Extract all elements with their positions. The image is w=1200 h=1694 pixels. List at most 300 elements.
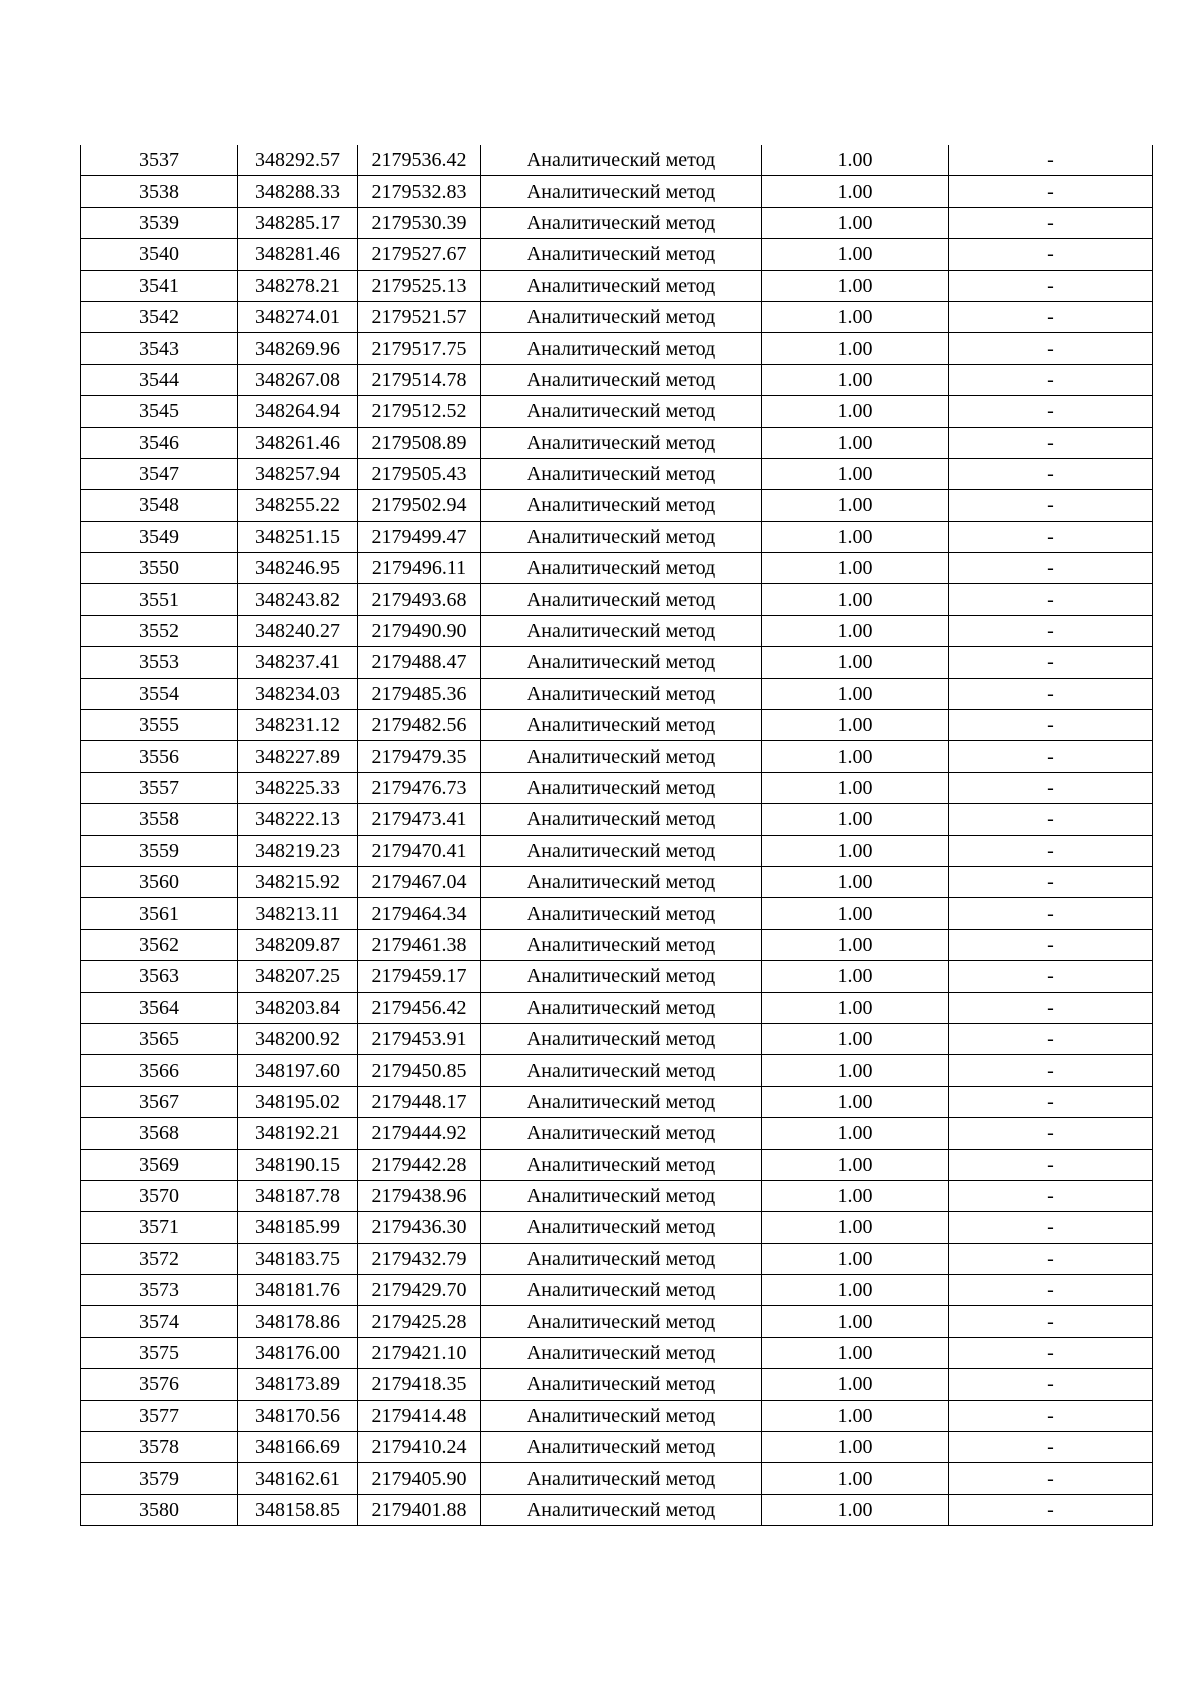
accuracy-cell: 1.00 xyxy=(762,1337,949,1368)
method-cell: Аналитический метод xyxy=(481,898,762,929)
coord-x-cell: 348200.92 xyxy=(238,1023,358,1054)
coord-x-cell: 348166.69 xyxy=(238,1432,358,1463)
note-cell: - xyxy=(949,929,1153,960)
table-row xyxy=(81,1086,1153,1117)
method-cell: Аналитический метод xyxy=(481,1306,762,1337)
table-row xyxy=(81,741,1153,772)
coord-x-cell: 348197.60 xyxy=(238,1055,358,1086)
method-cell: Аналитический метод xyxy=(481,427,762,458)
coord-x-cell: 348237.41 xyxy=(238,647,358,678)
accuracy-cell: 1.00 xyxy=(762,1432,949,1463)
point-number-cell: 3569 xyxy=(81,1149,238,1180)
accuracy-cell: 1.00 xyxy=(762,1306,949,1337)
accuracy-cell: 1.00 xyxy=(762,1400,949,1431)
note-cell: - xyxy=(949,427,1153,458)
method-cell: Аналитический метод xyxy=(481,490,762,521)
table-row xyxy=(81,1118,1153,1149)
note-cell: - xyxy=(949,772,1153,803)
accuracy-cell: 1.00 xyxy=(762,176,949,207)
table-row xyxy=(81,490,1153,521)
accuracy-cell: 1.00 xyxy=(762,1463,949,1494)
method-cell: Аналитический метод xyxy=(481,1023,762,1054)
point-number-cell: 3577 xyxy=(81,1400,238,1431)
note-cell: - xyxy=(949,866,1153,897)
table-row xyxy=(81,804,1153,835)
coord-y-cell: 2179425.28 xyxy=(358,1306,481,1337)
accuracy-cell: 1.00 xyxy=(762,615,949,646)
coord-x-cell: 348255.22 xyxy=(238,490,358,521)
note-cell: - xyxy=(949,615,1153,646)
note-cell: - xyxy=(949,239,1153,270)
coord-x-cell: 348281.46 xyxy=(238,239,358,270)
accuracy-cell: 1.00 xyxy=(762,427,949,458)
coord-x-cell: 348251.15 xyxy=(238,521,358,552)
table-row xyxy=(81,1055,1153,1086)
table-row xyxy=(81,584,1153,615)
point-number-cell: 3572 xyxy=(81,1243,238,1274)
accuracy-cell: 1.00 xyxy=(762,678,949,709)
method-cell: Аналитический метод xyxy=(481,1243,762,1274)
coord-x-cell: 348215.92 xyxy=(238,866,358,897)
point-number-cell: 3549 xyxy=(81,521,238,552)
method-cell: Аналитический метод xyxy=(481,584,762,615)
coord-y-cell: 2179461.38 xyxy=(358,929,481,960)
coord-y-cell: 2179532.83 xyxy=(358,176,481,207)
point-number-cell: 3578 xyxy=(81,1432,238,1463)
method-cell: Аналитический метод xyxy=(481,1055,762,1086)
accuracy-cell: 1.00 xyxy=(762,270,949,301)
note-cell: - xyxy=(949,333,1153,364)
table-row xyxy=(81,615,1153,646)
table-row xyxy=(81,710,1153,741)
method-cell: Аналитический метод xyxy=(481,992,762,1023)
table-row xyxy=(81,1494,1153,1525)
coord-x-cell: 348231.12 xyxy=(238,710,358,741)
coord-x-cell: 348225.33 xyxy=(238,772,358,803)
coord-x-cell: 348183.75 xyxy=(238,1243,358,1274)
coord-y-cell: 2179410.24 xyxy=(358,1432,481,1463)
table-row xyxy=(81,521,1153,552)
accuracy-cell: 1.00 xyxy=(762,207,949,238)
point-number-cell: 3546 xyxy=(81,427,238,458)
accuracy-cell: 1.00 xyxy=(762,1055,949,1086)
accuracy-cell: 1.00 xyxy=(762,145,949,176)
coord-y-cell: 2179496.11 xyxy=(358,553,481,584)
point-number-cell: 3562 xyxy=(81,929,238,960)
table-row xyxy=(81,1212,1153,1243)
table-row xyxy=(81,427,1153,458)
accuracy-cell: 1.00 xyxy=(762,301,949,332)
point-number-cell: 3537 xyxy=(81,145,238,176)
coord-y-cell: 2179512.52 xyxy=(358,396,481,427)
note-cell: - xyxy=(949,678,1153,709)
table-row xyxy=(81,1369,1153,1400)
accuracy-cell: 1.00 xyxy=(762,710,949,741)
accuracy-cell: 1.00 xyxy=(762,929,949,960)
method-cell: Аналитический метод xyxy=(481,678,762,709)
table-row xyxy=(81,176,1153,207)
coord-x-cell: 348209.87 xyxy=(238,929,358,960)
coord-x-cell: 348285.17 xyxy=(238,207,358,238)
coord-y-cell: 2179476.73 xyxy=(358,772,481,803)
point-number-cell: 3547 xyxy=(81,458,238,489)
table-row xyxy=(81,1180,1153,1211)
coord-y-cell: 2179482.56 xyxy=(358,710,481,741)
point-number-cell: 3551 xyxy=(81,584,238,615)
coord-x-cell: 348269.96 xyxy=(238,333,358,364)
method-cell: Аналитический метод xyxy=(481,301,762,332)
accuracy-cell: 1.00 xyxy=(762,553,949,584)
coord-y-cell: 2179453.91 xyxy=(358,1023,481,1054)
coord-y-cell: 2179525.13 xyxy=(358,270,481,301)
coord-y-cell: 2179414.48 xyxy=(358,1400,481,1431)
accuracy-cell: 1.00 xyxy=(762,992,949,1023)
coord-x-cell: 348246.95 xyxy=(238,553,358,584)
point-number-cell: 3544 xyxy=(81,364,238,395)
coord-x-cell: 348257.94 xyxy=(238,458,358,489)
table-row xyxy=(81,333,1153,364)
point-number-cell: 3555 xyxy=(81,710,238,741)
coord-y-cell: 2179488.47 xyxy=(358,647,481,678)
accuracy-cell: 1.00 xyxy=(762,1369,949,1400)
accuracy-cell: 1.00 xyxy=(762,458,949,489)
method-cell: Аналитический метод xyxy=(481,1369,762,1400)
point-number-cell: 3568 xyxy=(81,1118,238,1149)
coord-x-cell: 348292.57 xyxy=(238,145,358,176)
coord-y-cell: 2179456.42 xyxy=(358,992,481,1023)
point-number-cell: 3554 xyxy=(81,678,238,709)
coord-x-cell: 348240.27 xyxy=(238,615,358,646)
method-cell: Аналитический метод xyxy=(481,961,762,992)
accuracy-cell: 1.00 xyxy=(762,584,949,615)
note-cell: - xyxy=(949,1306,1153,1337)
accuracy-cell: 1.00 xyxy=(762,1149,949,1180)
table-row xyxy=(81,1149,1153,1180)
note-cell: - xyxy=(949,553,1153,584)
note-cell: - xyxy=(949,1275,1153,1306)
table-row xyxy=(81,1306,1153,1337)
accuracy-cell: 1.00 xyxy=(762,961,949,992)
coord-y-cell: 2179530.39 xyxy=(358,207,481,238)
point-number-cell: 3559 xyxy=(81,835,238,866)
point-number-cell: 3573 xyxy=(81,1275,238,1306)
method-cell: Аналитический метод xyxy=(481,333,762,364)
note-cell: - xyxy=(949,145,1153,176)
coordinates-table xyxy=(80,145,1153,1526)
coord-x-cell: 348222.13 xyxy=(238,804,358,835)
note-cell: - xyxy=(949,1494,1153,1525)
coord-x-cell: 348264.94 xyxy=(238,396,358,427)
method-cell: Аналитический метод xyxy=(481,1432,762,1463)
method-cell: Аналитический метод xyxy=(481,1463,762,1494)
coord-y-cell: 2179442.28 xyxy=(358,1149,481,1180)
point-number-cell: 3542 xyxy=(81,301,238,332)
table-row xyxy=(81,647,1153,678)
table-row xyxy=(81,772,1153,803)
coord-y-cell: 2179521.57 xyxy=(358,301,481,332)
coord-x-cell: 348185.99 xyxy=(238,1212,358,1243)
coord-x-cell: 348158.85 xyxy=(238,1494,358,1525)
point-number-cell: 3543 xyxy=(81,333,238,364)
point-number-cell: 3539 xyxy=(81,207,238,238)
coord-y-cell: 2179405.90 xyxy=(358,1463,481,1494)
note-cell: - xyxy=(949,1055,1153,1086)
note-cell: - xyxy=(949,1118,1153,1149)
note-cell: - xyxy=(949,458,1153,489)
note-cell: - xyxy=(949,396,1153,427)
coord-y-cell: 2179450.85 xyxy=(358,1055,481,1086)
coord-y-cell: 2179493.68 xyxy=(358,584,481,615)
note-cell: - xyxy=(949,270,1153,301)
point-number-cell: 3541 xyxy=(81,270,238,301)
coord-x-cell: 348187.78 xyxy=(238,1180,358,1211)
coord-x-cell: 348176.00 xyxy=(238,1337,358,1368)
method-cell: Аналитический метод xyxy=(481,364,762,395)
coord-y-cell: 2179473.41 xyxy=(358,804,481,835)
coord-y-cell: 2179401.88 xyxy=(358,1494,481,1525)
coord-y-cell: 2179436.30 xyxy=(358,1212,481,1243)
coord-x-cell: 348190.15 xyxy=(238,1149,358,1180)
note-cell: - xyxy=(949,647,1153,678)
coord-x-cell: 348234.03 xyxy=(238,678,358,709)
point-number-cell: 3565 xyxy=(81,1023,238,1054)
point-number-cell: 3538 xyxy=(81,176,238,207)
point-number-cell: 3560 xyxy=(81,866,238,897)
accuracy-cell: 1.00 xyxy=(762,1243,949,1274)
note-cell: - xyxy=(949,898,1153,929)
point-number-cell: 3548 xyxy=(81,490,238,521)
coord-x-cell: 348278.21 xyxy=(238,270,358,301)
method-cell: Аналитический метод xyxy=(481,1086,762,1117)
table-row xyxy=(81,1337,1153,1368)
accuracy-cell: 1.00 xyxy=(762,1180,949,1211)
accuracy-cell: 1.00 xyxy=(762,1212,949,1243)
point-number-cell: 3552 xyxy=(81,615,238,646)
point-number-cell: 3563 xyxy=(81,961,238,992)
coord-y-cell: 2179479.35 xyxy=(358,741,481,772)
method-cell: Аналитический метод xyxy=(481,741,762,772)
method-cell: Аналитический метод xyxy=(481,1400,762,1431)
note-cell: - xyxy=(949,301,1153,332)
coord-y-cell: 2179499.47 xyxy=(358,521,481,552)
coord-y-cell: 2179448.17 xyxy=(358,1086,481,1117)
coord-y-cell: 2179464.34 xyxy=(358,898,481,929)
coord-x-cell: 348170.56 xyxy=(238,1400,358,1431)
accuracy-cell: 1.00 xyxy=(762,396,949,427)
point-number-cell: 3550 xyxy=(81,553,238,584)
table-row xyxy=(81,866,1153,897)
note-cell: - xyxy=(949,1086,1153,1117)
method-cell: Аналитический метод xyxy=(481,804,762,835)
coord-y-cell: 2179467.04 xyxy=(358,866,481,897)
coord-x-cell: 348227.89 xyxy=(238,741,358,772)
table-row xyxy=(81,207,1153,238)
accuracy-cell: 1.00 xyxy=(762,521,949,552)
point-number-cell: 3561 xyxy=(81,898,238,929)
note-cell: - xyxy=(949,961,1153,992)
note-cell: - xyxy=(949,1400,1153,1431)
coord-x-cell: 348207.25 xyxy=(238,961,358,992)
table-row xyxy=(81,396,1153,427)
table-row xyxy=(81,364,1153,395)
point-number-cell: 3579 xyxy=(81,1463,238,1494)
coord-y-cell: 2179485.36 xyxy=(358,678,481,709)
note-cell: - xyxy=(949,490,1153,521)
method-cell: Аналитический метод xyxy=(481,239,762,270)
coord-y-cell: 2179459.17 xyxy=(358,961,481,992)
point-number-cell: 3540 xyxy=(81,239,238,270)
table-row xyxy=(81,929,1153,960)
method-cell: Аналитический метод xyxy=(481,615,762,646)
coord-x-cell: 348288.33 xyxy=(238,176,358,207)
accuracy-cell: 1.00 xyxy=(762,866,949,897)
note-cell: - xyxy=(949,1243,1153,1274)
accuracy-cell: 1.00 xyxy=(762,1086,949,1117)
point-number-cell: 3571 xyxy=(81,1212,238,1243)
coord-x-cell: 348162.61 xyxy=(238,1463,358,1494)
coord-y-cell: 2179418.35 xyxy=(358,1369,481,1400)
coord-y-cell: 2179527.67 xyxy=(358,239,481,270)
point-number-cell: 3557 xyxy=(81,772,238,803)
table-row xyxy=(81,145,1153,176)
coord-x-cell: 348267.08 xyxy=(238,364,358,395)
note-cell: - xyxy=(949,364,1153,395)
coord-y-cell: 2179490.90 xyxy=(358,615,481,646)
accuracy-cell: 1.00 xyxy=(762,1023,949,1054)
method-cell: Аналитический метод xyxy=(481,1494,762,1525)
note-cell: - xyxy=(949,1432,1153,1463)
coord-x-cell: 348243.82 xyxy=(238,584,358,615)
note-cell: - xyxy=(949,176,1153,207)
coord-x-cell: 348219.23 xyxy=(238,835,358,866)
accuracy-cell: 1.00 xyxy=(762,364,949,395)
accuracy-cell: 1.00 xyxy=(762,804,949,835)
table-row xyxy=(81,553,1153,584)
note-cell: - xyxy=(949,710,1153,741)
accuracy-cell: 1.00 xyxy=(762,835,949,866)
table-row xyxy=(81,678,1153,709)
table-row xyxy=(81,239,1153,270)
method-cell: Аналитический метод xyxy=(481,270,762,301)
note-cell: - xyxy=(949,1369,1153,1400)
accuracy-cell: 1.00 xyxy=(762,239,949,270)
coord-x-cell: 348213.11 xyxy=(238,898,358,929)
method-cell: Аналитический метод xyxy=(481,1337,762,1368)
table-row xyxy=(81,458,1153,489)
accuracy-cell: 1.00 xyxy=(762,1118,949,1149)
coord-y-cell: 2179505.43 xyxy=(358,458,481,489)
accuracy-cell: 1.00 xyxy=(762,772,949,803)
coord-x-cell: 348274.01 xyxy=(238,301,358,332)
note-cell: - xyxy=(949,584,1153,615)
note-cell: - xyxy=(949,1463,1153,1494)
method-cell: Аналитический метод xyxy=(481,458,762,489)
point-number-cell: 3576 xyxy=(81,1369,238,1400)
note-cell: - xyxy=(949,1023,1153,1054)
coord-y-cell: 2179508.89 xyxy=(358,427,481,458)
point-number-cell: 3564 xyxy=(81,992,238,1023)
coord-x-cell: 348261.46 xyxy=(238,427,358,458)
coord-y-cell: 2179514.78 xyxy=(358,364,481,395)
accuracy-cell: 1.00 xyxy=(762,741,949,772)
note-cell: - xyxy=(949,835,1153,866)
note-cell: - xyxy=(949,741,1153,772)
accuracy-cell: 1.00 xyxy=(762,1494,949,1525)
method-cell: Аналитический метод xyxy=(481,1149,762,1180)
method-cell: Аналитический метод xyxy=(481,145,762,176)
table-row xyxy=(81,898,1153,929)
method-cell: Аналитический метод xyxy=(481,553,762,584)
note-cell: - xyxy=(949,992,1153,1023)
coord-y-cell: 2179502.94 xyxy=(358,490,481,521)
coord-x-cell: 348195.02 xyxy=(238,1086,358,1117)
accuracy-cell: 1.00 xyxy=(762,490,949,521)
coord-x-cell: 348181.76 xyxy=(238,1275,358,1306)
note-cell: - xyxy=(949,1180,1153,1211)
coord-y-cell: 2179536.42 xyxy=(358,145,481,176)
coord-y-cell: 2179470.41 xyxy=(358,835,481,866)
point-number-cell: 3545 xyxy=(81,396,238,427)
coord-x-cell: 348192.21 xyxy=(238,1118,358,1149)
table-row xyxy=(81,1463,1153,1494)
table-row xyxy=(81,270,1153,301)
accuracy-cell: 1.00 xyxy=(762,1275,949,1306)
coord-y-cell: 2179421.10 xyxy=(358,1337,481,1368)
table-row xyxy=(81,1432,1153,1463)
method-cell: Аналитический метод xyxy=(481,710,762,741)
accuracy-cell: 1.00 xyxy=(762,647,949,678)
point-number-cell: 3570 xyxy=(81,1180,238,1211)
accuracy-cell: 1.00 xyxy=(762,333,949,364)
coordinates-table-body xyxy=(81,145,1153,1526)
table-row xyxy=(81,992,1153,1023)
note-cell: - xyxy=(949,1149,1153,1180)
note-cell: - xyxy=(949,1337,1153,1368)
coord-y-cell: 2179429.70 xyxy=(358,1275,481,1306)
coord-x-cell: 348173.89 xyxy=(238,1369,358,1400)
method-cell: Аналитический метод xyxy=(481,1118,762,1149)
coord-y-cell: 2179444.92 xyxy=(358,1118,481,1149)
method-cell: Аналитический метод xyxy=(481,772,762,803)
point-number-cell: 3566 xyxy=(81,1055,238,1086)
point-number-cell: 3553 xyxy=(81,647,238,678)
table-row xyxy=(81,961,1153,992)
point-number-cell: 3556 xyxy=(81,741,238,772)
coord-x-cell: 348178.86 xyxy=(238,1306,358,1337)
note-cell: - xyxy=(949,521,1153,552)
method-cell: Аналитический метод xyxy=(481,835,762,866)
note-cell: - xyxy=(949,804,1153,835)
table-row xyxy=(81,835,1153,866)
table-row xyxy=(81,1023,1153,1054)
method-cell: Аналитический метод xyxy=(481,521,762,552)
note-cell: - xyxy=(949,1212,1153,1243)
method-cell: Аналитический метод xyxy=(481,1275,762,1306)
method-cell: Аналитический метод xyxy=(481,207,762,238)
note-cell: - xyxy=(949,207,1153,238)
table-row xyxy=(81,1243,1153,1274)
coord-y-cell: 2179438.96 xyxy=(358,1180,481,1211)
method-cell: Аналитический метод xyxy=(481,396,762,427)
coord-y-cell: 2179432.79 xyxy=(358,1243,481,1274)
method-cell: Аналитический метод xyxy=(481,647,762,678)
table-row xyxy=(81,1275,1153,1306)
method-cell: Аналитический метод xyxy=(481,1212,762,1243)
accuracy-cell: 1.00 xyxy=(762,898,949,929)
method-cell: Аналитический метод xyxy=(481,1180,762,1211)
point-number-cell: 3575 xyxy=(81,1337,238,1368)
method-cell: Аналитический метод xyxy=(481,929,762,960)
